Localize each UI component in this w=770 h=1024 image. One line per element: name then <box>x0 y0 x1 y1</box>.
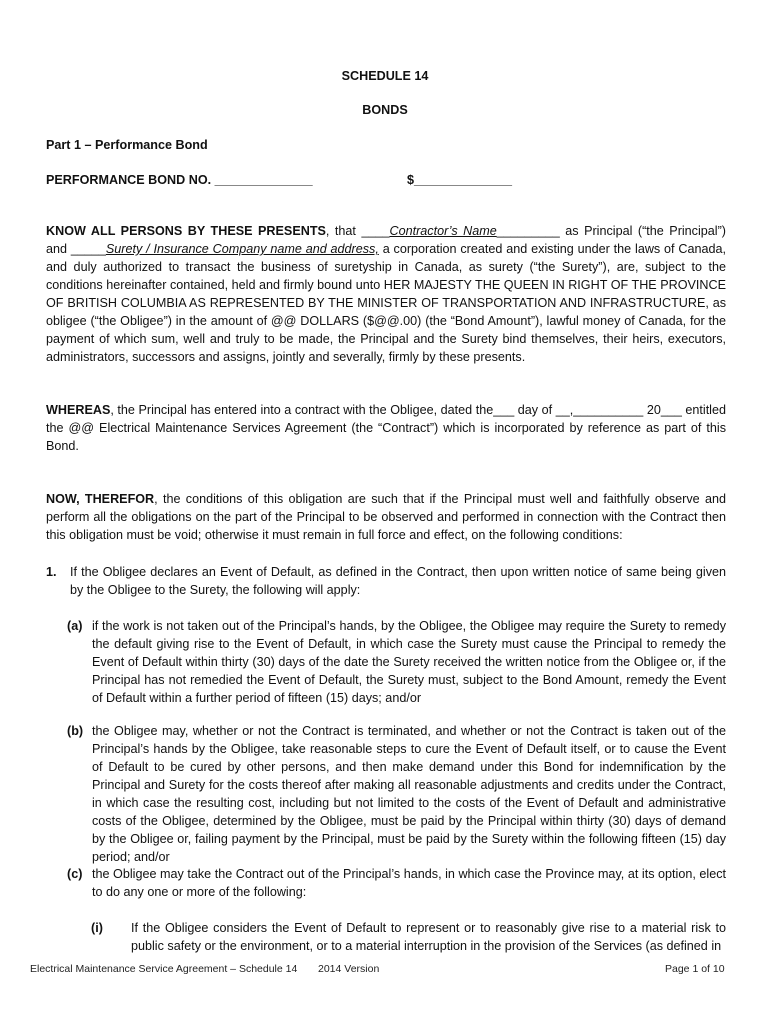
part-heading: Part 1 – Performance Bond <box>46 138 208 152</box>
sub-b-label: (b) <box>67 724 84 738</box>
sub-c-text: the Obligee may take the Contract out of the Principal’s hands, in which case the Province may, at its option, elect to do any one or more of the following: <box>92 867 726 899</box>
sub-a-label: (a) <box>67 619 83 633</box>
footer-version: 2014 Version <box>318 963 380 975</box>
bond-amount-field: $______________ <box>407 173 513 187</box>
sub-i-label: (i) <box>91 921 103 935</box>
bonds-title: BONDS <box>362 103 408 117</box>
footer-page-number: Page 1 of 10 <box>665 963 725 975</box>
now-therefor-lead: NOW, THEREFOR <box>46 492 155 506</box>
whereas-lead: WHEREAS <box>46 403 111 417</box>
surety-name-field: Surety / Insurance Company name and address, <box>105 242 379 256</box>
sub-i-text: If the Obligee considers the Event of Default to represent or to reasonably give rise to a material risk to public safety or the environment, or to a material interruption in the provision of the Services (as defined in <box>131 921 726 953</box>
whereas-paragraph: WHEREAS, the Principal has entered into a contract with the Obligee, dated the___ day of __,__________ 20___ entitled the @@ Electrical Maintenance Services Agreement (the “Contract”) which is incorporated by reference as part of this Bond. <box>46 403 726 453</box>
schedule-title: SCHEDULE 14 <box>341 69 429 83</box>
sub-b-text: the Obligee may, whether or not the Contract is terminated, and whether or not the Contract is taken out of the Principal’s hands by the Obligee, take reasonable steps to cure the Event of Default itself, or to cause the Event of Default to be cured by other persons, and then make demand under this Bond for indemnification by the Principal and Surety for the costs thereof after making all reasonable adjustments and credits under the Contract, in which case the resulting cost, including but not limited to the costs of the Event of Default and administrative costs of the Obligee, determined by the Obligee, must be paid by the Principal within thirty (30) days of demand by the Obligee or, failing payment by the Principal, must be paid by the Surety within the following fifteen (15) day period; and/or <box>92 724 726 864</box>
item-1-number: 1. <box>46 565 57 579</box>
item-1-text: If the Obligee declares an Event of Default, as defined in the Contract, then upon written notice of same being given by the Obligee to the Surety, the following will apply: <box>70 565 726 597</box>
sub-a-text: if the work is not taken out of the Principal’s hands, by the Obligee, the Obligee may require the Surety to remedy the default giving rise to the Event of Default, in which case the Surety must cause the Principal to remedy the Event of Default within thirty (30) days of the date the Surety received the written notice from the Obligee or, if the Principal has not remedied the Event of Default, the Surety must, subject to the Bond Amount, remedy the Event of Default within a further period of fifteen (15) days; and/or <box>92 619 726 705</box>
bond-number-field: PERFORMANCE BOND NO. ______________ <box>46 173 313 187</box>
know-lead: KNOW ALL PERSONS BY THESE PRESENTS <box>46 224 326 238</box>
now-therefor-paragraph: NOW, THEREFOR, the conditions of this obligation are such that if the Principal must well and faithfully observe and perform all the obligations on the part of the Principal to be observed and performed in connection with the Contract then this obligation must be void; otherwise it must remain in full force and effect, on the following conditions: <box>46 492 726 542</box>
footer-title: Electrical Maintenance Service Agreement – Schedule 14 <box>30 963 298 975</box>
know-all-persons-paragraph: KNOW ALL PERSONS BY THESE PRESENTS, that ____Contractor’s Name_________ as Principal (“the Principal”) and _____Surety / Insurance Company name and address, a corporation created and existing under the laws of Canada, and duly authorized to transact the business of suretyship in Canada, as surety (“the Surety”), are, subject to the conditions hereinafter contained, held and firmly bound unto HER MAJESTY THE QUEEN IN RIGHT OF THE PROVINCE OF BRITISH COLUMBIA AS REPRESENTED BY THE MINISTER OF TRANSPORTATION AND INFRASTRUCTURE, as obligee (“the Obligee”) in the amount of @@ DOLLARS ($@@.00) (the “Bond Amount”), lawful money of Canada, for the payment of which sum, well and truly to be made, the Principal and the Surety bind themselves, their heirs, executors, administrators, successors and assigns, jointly and severally, firmly by these presents. <box>46 224 727 364</box>
sub-c-label: (c) <box>67 867 83 881</box>
contractor-name-field: Contractor’s Name <box>389 224 497 238</box>
